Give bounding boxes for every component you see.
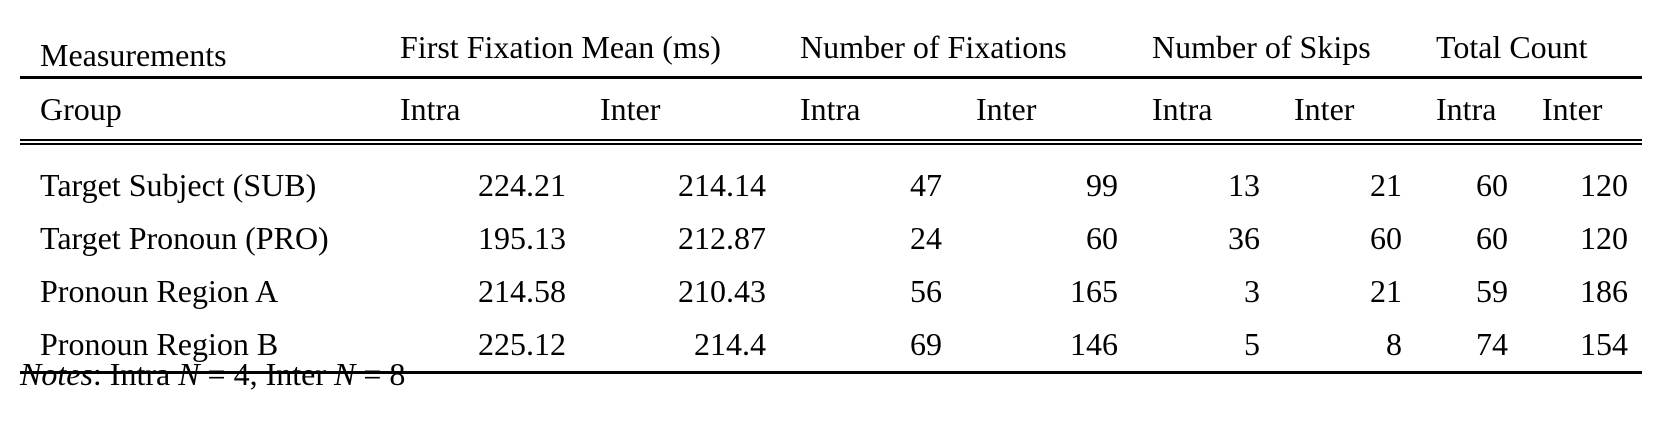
table-cell: 195.13 bbox=[478, 220, 566, 256]
subheader-tc-inter: Inter bbox=[1522, 78, 1642, 143]
table-cell: 210.43 bbox=[678, 273, 766, 309]
notes-text-inter-value: = 8 bbox=[355, 356, 406, 392]
notes-n-symbol-intra: N bbox=[178, 356, 200, 392]
table-cell: 8 bbox=[1274, 318, 1416, 373]
row-label: Target Pronoun (PRO) bbox=[40, 220, 329, 256]
notes-prefix: Notes bbox=[20, 356, 93, 392]
table-cell: 59 bbox=[1476, 273, 1509, 309]
subheader-ff-inter: Inter bbox=[580, 78, 780, 143]
table-notes bbox=[20, 356, 405, 393]
table-cell: 214.4 bbox=[580, 318, 780, 373]
subheader-nf-intra: Intra bbox=[780, 78, 956, 143]
notes-text-intra-value: = 4, Inter bbox=[199, 356, 334, 392]
total-count-header: Total Count bbox=[1416, 14, 1642, 78]
table-cell: 60 bbox=[1086, 220, 1119, 256]
table-cell: 212.87 bbox=[678, 220, 766, 256]
table-cell: 214.58 bbox=[478, 273, 566, 309]
subheader-ff-intra: Intra bbox=[380, 78, 580, 143]
number-of-fixations-header: Number of Fixations bbox=[780, 14, 1132, 78]
group-header-label: Group bbox=[20, 78, 380, 143]
table-cell: 214.14 bbox=[678, 167, 766, 203]
table-cell: 60 bbox=[1476, 167, 1509, 203]
notes-n-symbol-inter: N bbox=[333, 356, 356, 392]
table-cell: 74 bbox=[1416, 318, 1522, 373]
table-row bbox=[20, 142, 1642, 212]
table-row bbox=[20, 265, 1642, 318]
subheader-tc-intra: Intra bbox=[1416, 78, 1522, 143]
table-cell: 56 bbox=[910, 273, 942, 309]
table-cell: 99 bbox=[1086, 167, 1119, 203]
table-cell: 21 bbox=[1370, 273, 1403, 309]
header-row-measurements bbox=[20, 14, 1642, 78]
table-cell: 120 bbox=[1580, 167, 1629, 203]
measurements-header-label: Measurements bbox=[20, 14, 380, 78]
table-cell: 5 bbox=[1132, 318, 1274, 373]
table-cell: 225.12 bbox=[380, 318, 580, 373]
header-row-group bbox=[20, 78, 1642, 143]
table-cell: 13 bbox=[1228, 167, 1261, 203]
row-label: Pronoun Region B bbox=[20, 318, 380, 373]
fixation-measurements-table bbox=[20, 14, 1642, 374]
table-cell: 224.21 bbox=[478, 167, 566, 203]
subheader-ns-inter: Inter bbox=[1274, 78, 1416, 143]
table-cell: 24 bbox=[910, 220, 942, 256]
table-cell: 3 bbox=[1244, 273, 1261, 309]
row-label: Pronoun Region A bbox=[40, 273, 279, 309]
table-cell: 146 bbox=[956, 318, 1132, 373]
table-cell: 60 bbox=[1476, 220, 1509, 256]
table-row bbox=[20, 212, 1642, 265]
notes-text-intra: : Intra bbox=[92, 356, 179, 392]
table-cell: 154 bbox=[1522, 318, 1642, 373]
table-cell: 165 bbox=[1070, 273, 1119, 309]
row-label: Target Subject (SUB) bbox=[40, 167, 317, 203]
first-fixation-mean-header: First Fixation Mean (ms) bbox=[380, 14, 780, 78]
table-cell: 36 bbox=[1228, 220, 1261, 256]
table-cell: 69 bbox=[780, 318, 956, 373]
subheader-nf-inter: Inter bbox=[956, 78, 1132, 143]
table-cell: 60 bbox=[1370, 220, 1403, 256]
table-cell: 186 bbox=[1580, 273, 1629, 309]
number-of-skips-header: Number of Skips bbox=[1132, 14, 1416, 78]
subheader-ns-intra: Intra bbox=[1132, 78, 1274, 143]
table-cell: 47 bbox=[910, 167, 942, 203]
table-cell: 120 bbox=[1580, 220, 1629, 256]
table-cell: 21 bbox=[1370, 167, 1403, 203]
